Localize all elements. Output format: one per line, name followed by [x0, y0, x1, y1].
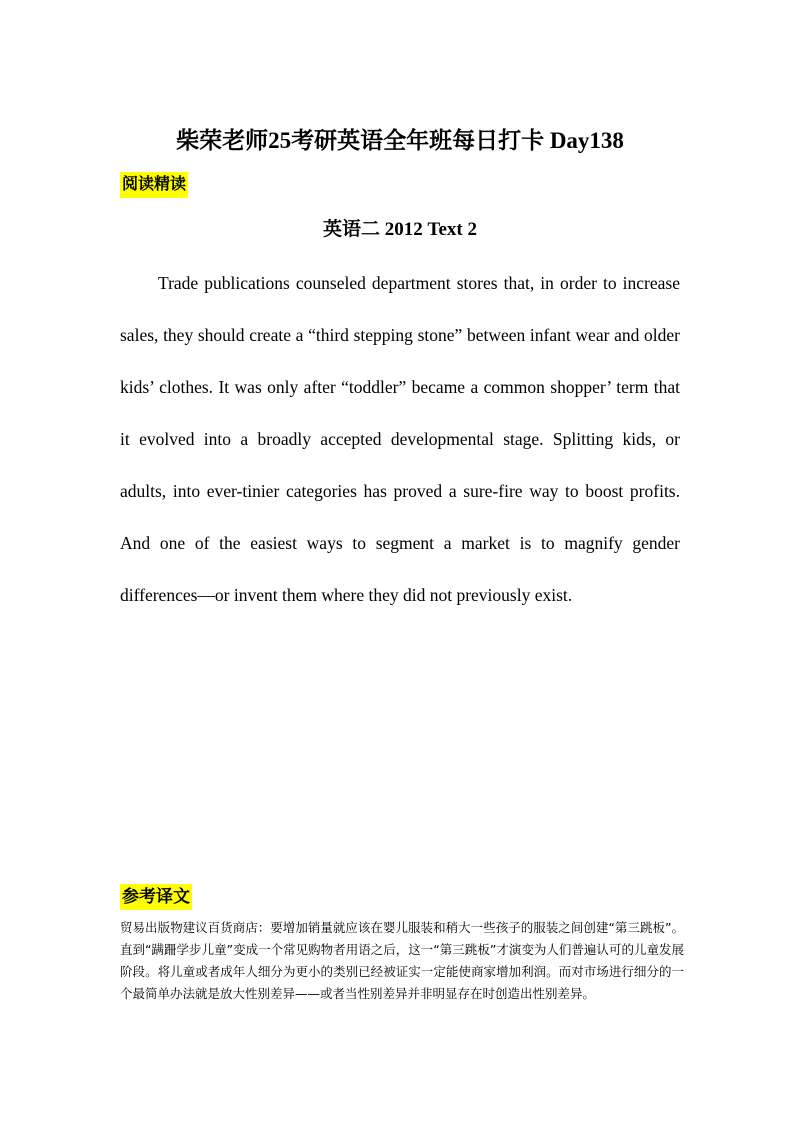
section-label-reference: 参考译文	[120, 884, 192, 910]
article-passage: Trade publications counseled department stores that, in order to increase sales, they should create a “third stepping stone” between infant wear and older kids’ clothes. It was only after “toddler” became a common shopper’ term that it evolved into a broadly accepted developmental stage. Splitting kids, or adults, into ever-tinier categories has proved a sure-fire way to boost profits. And one of the easiest ways to segment a market is to magnify gender differences—or invent them where they did not previously exist.	[120, 273, 680, 605]
page-title: 柴荣老师25考研英语全年班每日打卡 Day138	[176, 128, 624, 153]
section-label-reading: 阅读精读	[120, 172, 188, 198]
article-subtitle: 英语二 2012 Text 2	[323, 219, 477, 240]
reference-translation: 贸易出版物建议百货商店：要增加销量就应该在婴儿服装和稍大一些孩子的服装之间创建“第三跳板”。直到“蹒跚学步儿童”变成一个常见购物者用语之后，这一“第三跳板”才演变为人们普遍认可的儿童发展阶段。将儿童或者成年人细分为更小的类别已经被证实一定能使商家增加利润。而对市场进行细分的一个最简单办法就是放大性别差异——或者当性别差异并非明显存在时创造出性别差异。	[120, 920, 684, 1001]
